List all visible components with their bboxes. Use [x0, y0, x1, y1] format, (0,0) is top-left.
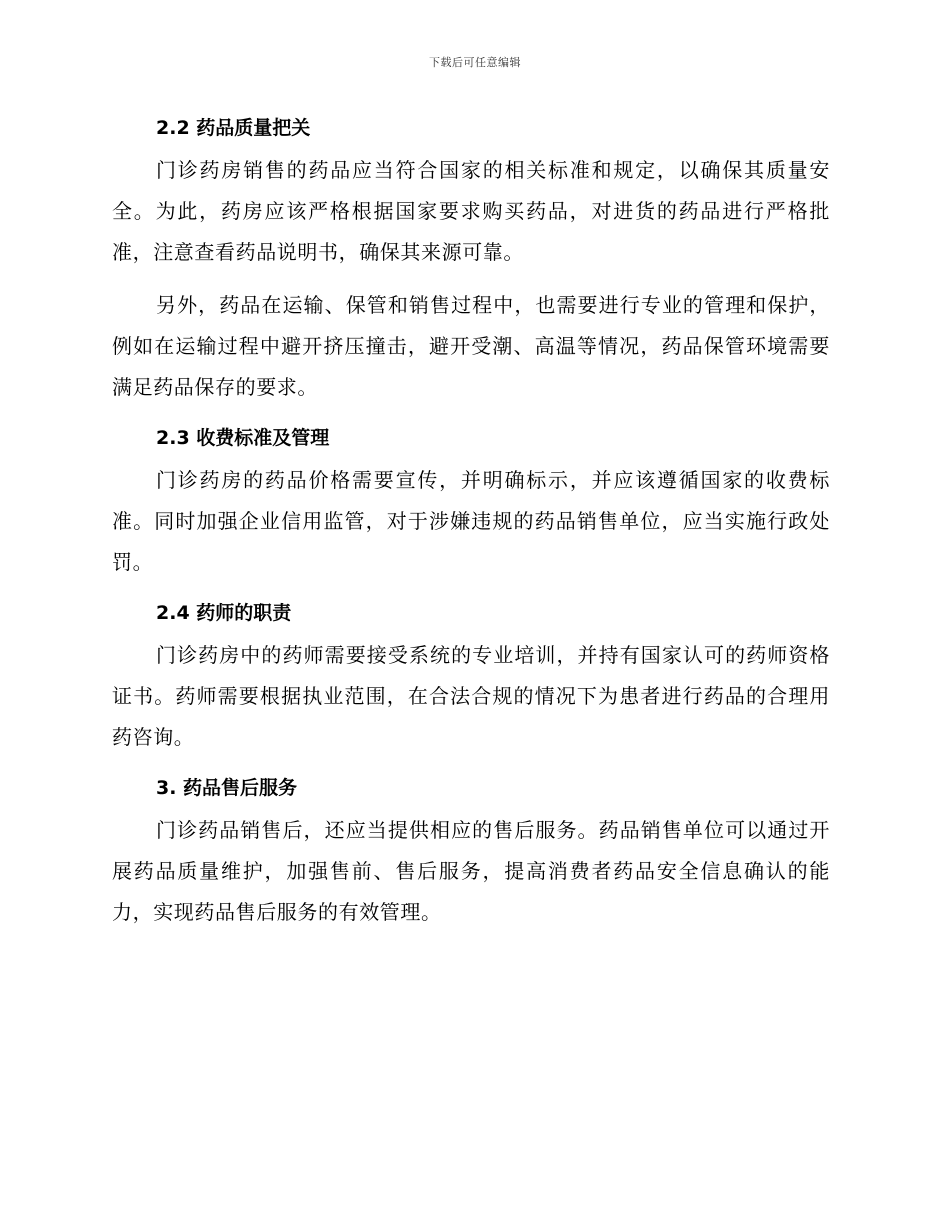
paragraph: 另外，药品在运输、保管和销售过程中，也需要进行专业的管理和保护，例如在运输过程中避开挤压撞击，避开受潮、高温等情况，药品保管环境需要满足药品保存的要求。 — [112, 293, 830, 399]
section-2-4 — [112, 595, 830, 758]
section-3 — [112, 770, 830, 933]
section-heading: 3. 药品售后服务 — [156, 777, 298, 799]
paragraph: 门诊药房销售的药品应当符合国家的相关标准和规定，以确保其质量安全。为此，药房应该严格根据国家要求购买药品，对进货的药品进行严格批准，注意查看药品说明书，确保其来源可靠。 — [112, 158, 830, 264]
section-2-3 — [112, 420, 830, 583]
section-2-2 — [112, 110, 830, 408]
header-note: 下载后可任意编辑 — [429, 56, 521, 69]
section-heading: 2.2 药品质量把关 — [156, 117, 311, 139]
paragraph: 门诊药房中的药师需要接受系统的专业培训，并持有国家认可的药师资格证书。药师需要根据执业范围，在合法合规的情况下为患者进行药品的合理用药咨询。 — [112, 643, 830, 749]
section-heading: 2.4 药师的职责 — [156, 602, 292, 624]
paragraph: 门诊药房的药品价格需要宣传，并明确标示，并应该遵循国家的收费标准。同时加强企业信用监管，对于涉嫌违规的药品销售单位，应当实施行政处罚。 — [112, 468, 830, 574]
section-heading: 2.3 收费标准及管理 — [156, 427, 330, 449]
paragraph: 门诊药品销售后，还应当提供相应的售后服务。药品销售单位可以通过开展药品质量维护，加强售前、售后服务，提高消费者药品安全信息确认的能力，实现药品售后服务的有效管理。 — [112, 818, 830, 924]
document-body — [112, 110, 830, 945]
